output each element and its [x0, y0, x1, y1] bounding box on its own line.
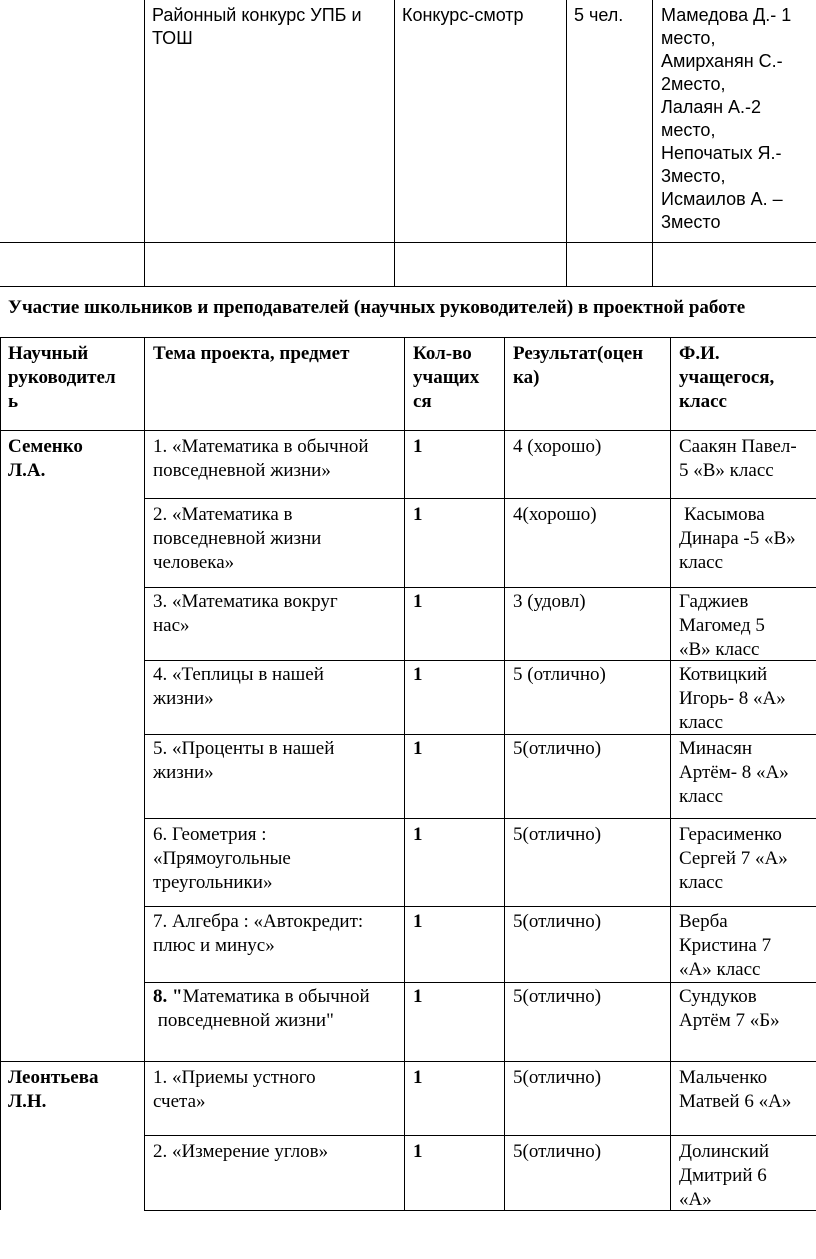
student-line: Матвей 6 «А» — [679, 1091, 792, 1112]
student-line: Магомед 5 — [679, 615, 765, 636]
supervisor-line: Л.А. — [8, 460, 46, 481]
student-line: Динара -5 «В» — [679, 528, 796, 549]
count-value: 1 — [413, 1067, 423, 1088]
student-line: Артём 7 «Б» — [679, 1010, 780, 1031]
student-line: Сергей 7 «А» — [679, 848, 788, 869]
count-value: 1 — [413, 436, 423, 457]
student-cell — [679, 590, 816, 662]
student-line: Верба — [679, 911, 728, 932]
topic-line — [153, 503, 403, 527]
topic-line: нас» — [153, 615, 190, 636]
student-line: Кристина 7 — [679, 935, 772, 956]
topic-number: 6. — [153, 824, 168, 845]
result-value: 3 (удовл) — [513, 591, 586, 612]
topic-number: 1. — [153, 1067, 168, 1088]
header-line: ь — [8, 391, 19, 412]
supervisor-line: Л.Н. — [8, 1091, 47, 1112]
header-line: ся — [413, 391, 432, 412]
student-line: Дмитрий 6 — [679, 1165, 767, 1186]
student-line: Минасян — [679, 738, 753, 759]
result-line: 2место, — [661, 74, 726, 94]
supervisor-name — [8, 435, 140, 483]
result-value: 5(отлично) — [513, 986, 602, 1007]
result-value: 4(хорошо) — [513, 504, 597, 525]
result-value: 5 (отлично) — [513, 664, 606, 685]
topic-line: жизни» — [153, 688, 214, 709]
topic-line: повседневной жизни — [153, 528, 322, 549]
header-line: ка) — [513, 367, 540, 388]
student-line: класс — [679, 872, 724, 893]
topic-number: 2. — [153, 504, 168, 525]
result-value: 5(отлично) — [513, 738, 602, 759]
header-supervisor — [8, 342, 140, 414]
topic-text: «Приемы устного — [172, 1067, 316, 1088]
student-line: Сундуков — [679, 986, 757, 1007]
result-line: 3место, — [661, 166, 726, 186]
topic-line — [153, 910, 403, 934]
header-result — [513, 342, 668, 390]
topic-line: повседневной жизни" — [153, 1010, 334, 1031]
header-line: руководител — [8, 367, 116, 388]
header-line: Результат(оцен — [513, 343, 644, 364]
event-text: Районный конкурс УПБ и ТОШ — [152, 5, 362, 48]
topic-text: «Математика в обычной — [172, 436, 369, 457]
student-line: класс — [679, 786, 724, 807]
topic-text: Математика в обычной — [182, 986, 370, 1007]
student-line: «А» — [679, 1189, 712, 1210]
supervisor-line: Семенко — [8, 436, 83, 457]
topic-cell — [153, 1140, 403, 1164]
topic-text: Геометрия : — [172, 824, 267, 845]
topic-line: треугольники» — [153, 872, 273, 893]
topic-number: 2. — [153, 1141, 168, 1162]
topic-line: плюс и минус» — [153, 935, 275, 956]
count-value: 1 — [413, 504, 423, 525]
topic-line — [153, 823, 403, 847]
topic-text: Алгебра : «Автокредит: — [172, 911, 364, 932]
topic-number: 7. — [153, 911, 168, 932]
section-title: Участие школьников и преподавателей (научных руководителей) в проектной работе — [8, 297, 746, 318]
topic-line: повседневной жизни» — [153, 460, 331, 481]
student-line: «В» класс — [679, 639, 760, 660]
event-cell — [152, 4, 390, 50]
count-text: 5 чел. — [574, 5, 624, 25]
student-line: Мальченко — [679, 1067, 768, 1088]
topic-text: «Измерение углов» — [172, 1141, 329, 1162]
supervisor-name — [8, 1066, 140, 1114]
result-line: место, — [661, 120, 716, 140]
topic-text: «Математика вокруг — [172, 591, 338, 612]
topic-line — [153, 1066, 403, 1090]
header-line: учащегося, — [679, 367, 775, 388]
topic-cell — [153, 1066, 403, 1114]
supervisor-line: Леонтьева — [8, 1067, 99, 1088]
header-student — [679, 342, 815, 414]
result-value: 5(отлично) — [513, 1067, 602, 1088]
student-cell — [679, 503, 816, 575]
student-line: Котвицкий — [679, 664, 768, 685]
header-topic — [153, 342, 401, 366]
header-line: класс — [679, 391, 727, 412]
topic-text: «Теплицы в нашей — [172, 664, 324, 685]
result-value: 5(отлично) — [513, 1141, 602, 1162]
header-line: Ф.И. — [679, 343, 720, 364]
count-value: 1 — [413, 591, 423, 612]
student-cell — [679, 910, 816, 982]
header-count — [413, 342, 501, 414]
student-line: Долинский — [679, 1141, 770, 1162]
result-line: Амирханян С.- — [661, 51, 783, 71]
count-value: 1 — [413, 664, 423, 685]
student-line: Саакян Павел- — [679, 436, 797, 457]
count-value: 1 — [413, 1141, 423, 1162]
results-cell — [661, 4, 816, 234]
topic-cell — [153, 985, 403, 1033]
result-value: 5(отлично) — [513, 911, 602, 932]
topic-number: 4. — [153, 664, 168, 685]
form-text: Конкурс-смотр — [402, 5, 524, 25]
student-line: Игорь- 8 «А» — [679, 688, 786, 709]
topic-cell — [153, 663, 403, 711]
topic-line — [153, 663, 403, 687]
count-value: 1 — [413, 911, 423, 932]
topic-line — [153, 985, 403, 1009]
result-line: 3место — [661, 212, 721, 232]
student-cell — [679, 1066, 816, 1114]
topic-line: жизни» — [153, 762, 214, 783]
count-value: 1 — [413, 738, 423, 759]
header-line: учащих — [413, 367, 480, 388]
topic-text: «Математика в — [172, 504, 293, 525]
header-line: Научный — [8, 343, 89, 364]
topic-text: «Проценты в нашей — [172, 738, 335, 759]
student-line: Касымова — [684, 504, 765, 525]
result-line: Лалаян А.-2 — [661, 97, 762, 117]
topic-line: человека» — [153, 552, 235, 573]
result-line: Мамедова Д.- 1 — [661, 5, 792, 25]
result-line: Исмаилов А. – — [661, 189, 783, 209]
student-line: Артём- 8 «А» — [679, 762, 789, 783]
count-cell — [574, 4, 650, 27]
topic-cell — [153, 435, 403, 483]
topic-line — [153, 435, 403, 459]
student-cell — [679, 737, 816, 809]
topic-cell — [153, 910, 403, 958]
header-line: Кол-во — [413, 343, 472, 364]
topic-line — [153, 737, 403, 761]
result-value: 5(отлично) — [513, 824, 602, 845]
topic-line: «Прямоугольные — [153, 848, 291, 869]
topic-line: счета» — [153, 1091, 206, 1112]
topic-line — [153, 1140, 403, 1164]
topic-line — [153, 590, 403, 614]
form-cell — [402, 4, 562, 27]
header-line: Тема проекта, предмет — [153, 343, 350, 364]
student-cell — [679, 985, 816, 1033]
result-line: Непочатых Я.- — [661, 143, 782, 163]
student-line: 5 «В» класс — [679, 460, 774, 481]
student-line: класс — [679, 552, 724, 573]
student-line: класс — [679, 712, 724, 733]
topic-cell — [153, 590, 403, 638]
topic-number: 5. — [153, 738, 168, 759]
result-line: место, — [661, 28, 716, 48]
result-value: 4 (хорошо) — [513, 436, 602, 457]
student-cell — [679, 823, 816, 895]
count-value: 1 — [413, 824, 423, 845]
topic-number: 1. — [153, 436, 168, 457]
student-cell — [679, 1140, 816, 1212]
topic-number: 3. — [153, 591, 168, 612]
student-line: Герасименко — [679, 824, 782, 845]
student-line: «А» класс — [679, 959, 761, 980]
topic-number: 8. " — [153, 986, 183, 1007]
student-cell — [679, 663, 816, 735]
student-cell — [679, 435, 816, 483]
student-line: Гаджиев — [679, 591, 749, 612]
topic-cell — [153, 503, 403, 575]
topic-cell — [153, 737, 403, 785]
topic-cell — [153, 823, 403, 895]
count-value: 1 — [413, 986, 423, 1007]
